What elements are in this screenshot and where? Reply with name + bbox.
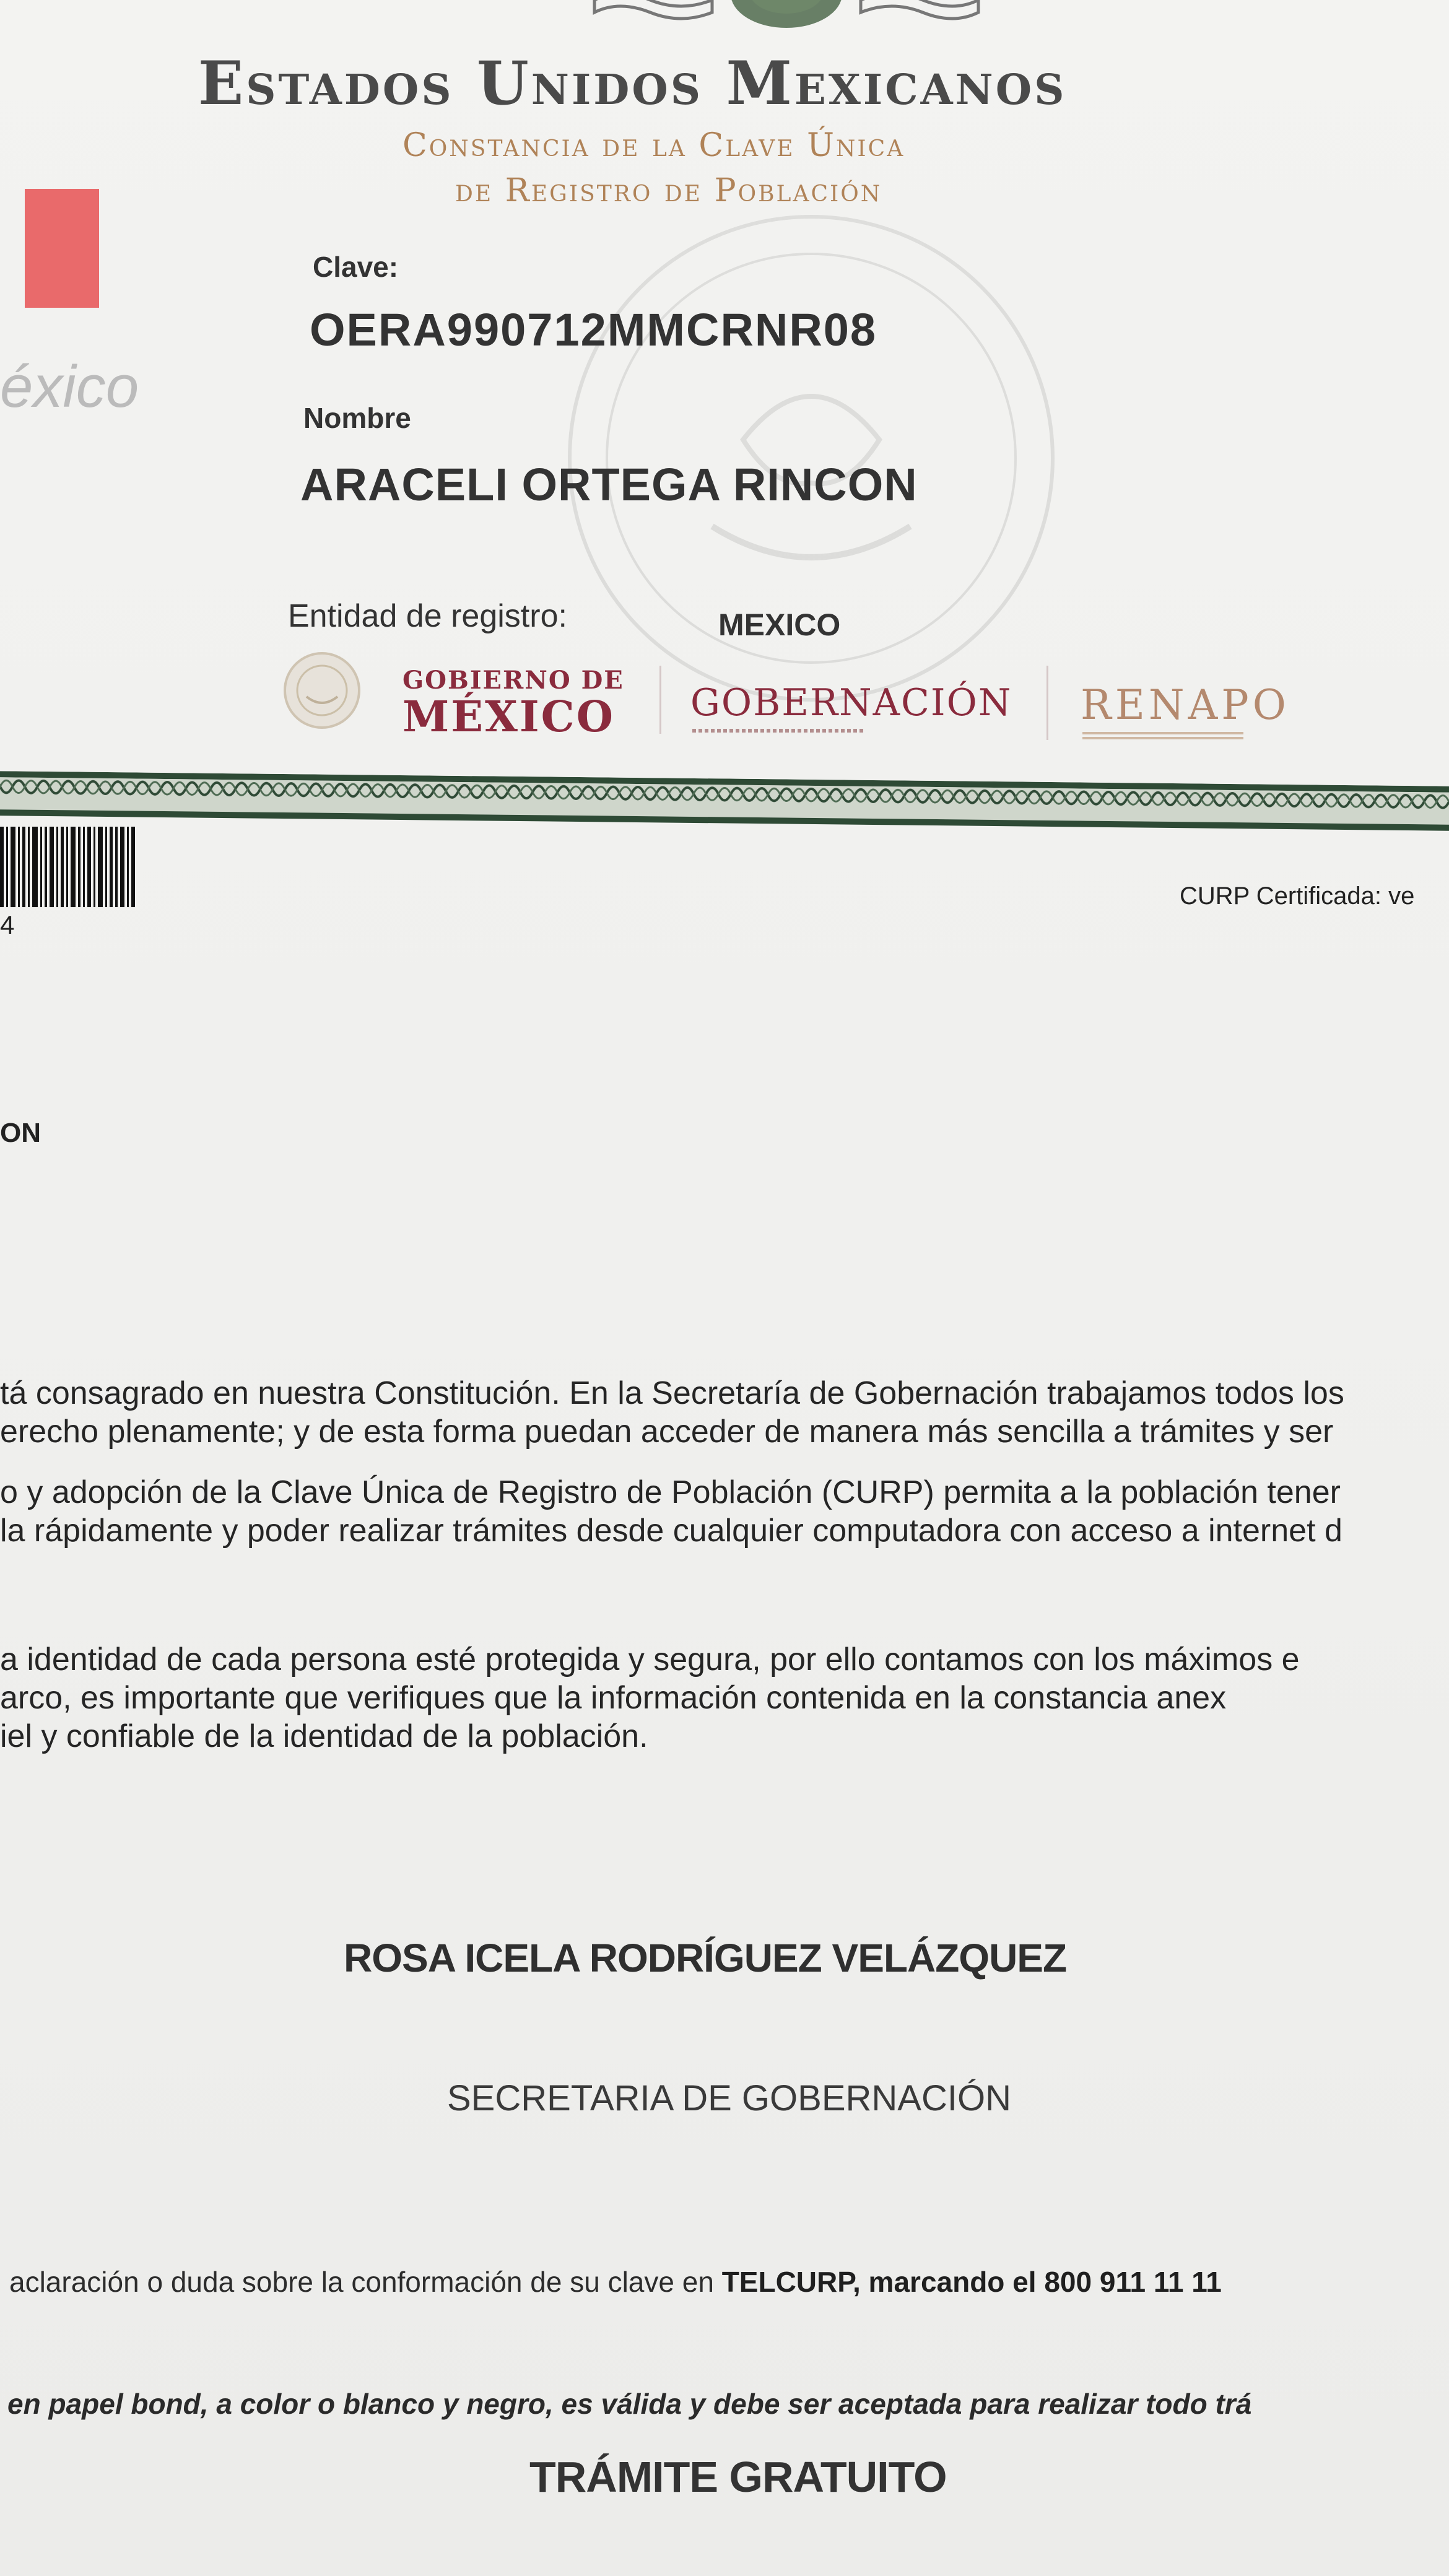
renapo-logo: RENAPO: [1081, 681, 1290, 729]
red-flag-mark: [25, 189, 99, 308]
aclaracion-note: [9, 2265, 1222, 2299]
signer-role: SECRETARIA DE GOBERNACIÓN: [447, 2078, 1011, 2118]
logo-divider: [1046, 666, 1048, 740]
clave-label: Clave:: [313, 251, 399, 283]
validity-note: en papel bond, a color o blanco y negro, es válida y debe ser aceptada para realizar todo trá: [7, 2388, 1252, 2420]
curp-certificada-label: CURP Certificada: ve: [1180, 882, 1415, 910]
renapo-logo-fine-print: [1082, 732, 1243, 742]
security-border-band: [0, 771, 1449, 836]
entidad-value: MEXICO: [718, 607, 841, 642]
document-title-line1: Constancia de la Clave Única: [402, 127, 905, 164]
recipient-name-fragment: ON: [0, 1118, 41, 1148]
tramite-gratuito-label: TRÁMITE GRATUITO: [529, 2453, 947, 2501]
gobierno-de-label: GOBIERNO DE: [402, 666, 624, 695]
gobernacion-logo: GOBERNACIÓN: [690, 681, 1012, 724]
body-paragraph-line: la rápidamente y poder realizar trámites desde cualquier computadora con acceso a internet d: [0, 1513, 1342, 1549]
document-title-line2: de Registro de Población: [455, 172, 882, 209]
national-crest-icon: [582, 0, 991, 43]
body-paragraph-line: arco, es importante que verifiques que la información contenida en la constancia anex: [0, 1680, 1227, 1716]
body-paragraph-line: tá consagrado en nuestra Constitución. En la Secretaría de Gobernación trabajamos todos los: [0, 1375, 1344, 1411]
entidad-label: Entidad de registro:: [288, 598, 567, 634]
barcode-number: 4: [0, 910, 15, 939]
body-paragraph-line: o y adopción de la Clave Única de Registro de Población (CURP) permita a la población tener: [0, 1474, 1341, 1510]
telcurp-phone: TELCURP, marcando el 800 911 11 11: [721, 2266, 1222, 2298]
body-paragraph-line: erecho plenamente; y de esta forma puedan acceder de manera más sencilla a trámites y ser: [0, 1414, 1334, 1450]
signer-name: ROSA ICELA RODRÍGUEZ VELÁZQUEZ: [344, 1936, 1067, 1980]
curp-value: OERA990712MMCRNR08: [310, 304, 877, 355]
nombre-label: Nombre: [303, 402, 411, 434]
side-logo-fragment: éxico: [0, 354, 139, 420]
nombre-value: ARACELI ORTEGA RINCON: [300, 459, 918, 510]
country-title: Estados Unidos Mexicanos: [198, 48, 1067, 118]
barcode-icon: [0, 827, 139, 907]
mexico-label: MÉXICO: [402, 692, 616, 742]
body-paragraph-line: iel y confiable de la identidad de la población.: [0, 1718, 648, 1754]
government-seal-icon: [282, 650, 362, 731]
aclaracion-text: aclaración o duda sobre la conformación de su clave en: [9, 2266, 722, 2298]
gobernacion-logo-fine-print: [692, 729, 866, 733]
body-paragraph-line: a identidad de cada persona esté protegida y segura, por ello contamos con los máximos e: [0, 1642, 1300, 1677]
logo-divider: [659, 666, 661, 734]
